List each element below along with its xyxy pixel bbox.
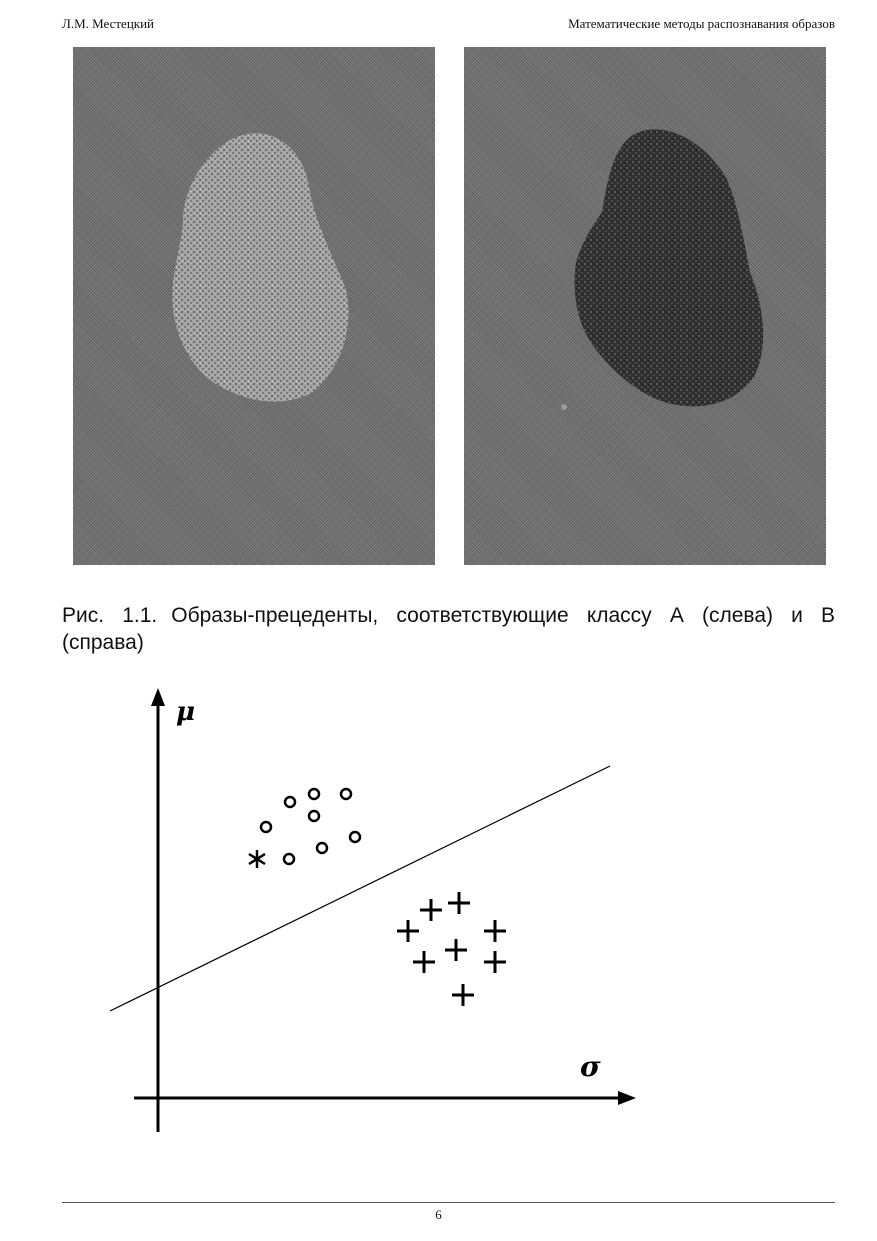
- precedent-image-class-b: [464, 47, 826, 565]
- unknown-object-marker: [249, 850, 265, 868]
- class-a-point: [309, 789, 319, 799]
- y-axis-arrow-icon: [151, 688, 165, 706]
- x-axis-label: σ: [580, 1050, 601, 1083]
- class-a-point: [284, 854, 294, 864]
- page-number: 6: [435, 1207, 442, 1222]
- figure-1-caption: [62, 602, 835, 656]
- figure-1-caption-text: Образы-прецеденты, соответствующие классу А (слева) и В (справа): [62, 604, 835, 654]
- class-b-points: [397, 892, 506, 1006]
- running-header-title: Математические методы распознавания образов: [568, 16, 835, 31]
- class-a-point: [317, 843, 327, 853]
- precedent-image-class-a: [73, 47, 435, 565]
- class-a-point: [261, 822, 271, 832]
- figure-1-caption-number: Рис. 1.1.: [62, 604, 158, 627]
- y-axis-label: μ: [176, 697, 196, 727]
- x-axis-arrow-icon: [618, 1091, 636, 1105]
- class-b-point: [420, 899, 442, 921]
- light-blob-shape: [73, 47, 435, 565]
- class-a-point: [350, 832, 360, 842]
- feature-space-plot: [100, 680, 660, 1140]
- class-b-point: [445, 939, 467, 961]
- class-a-points: [261, 789, 360, 864]
- class-b-point: [397, 920, 419, 942]
- class-b-point: [452, 984, 474, 1006]
- class-b-point: [413, 951, 435, 973]
- footer-divider: [62, 1202, 835, 1203]
- class-a-point: [285, 797, 295, 807]
- class-a-point: [341, 789, 351, 799]
- class-b-point: [448, 892, 470, 914]
- separating-line: [110, 766, 610, 1011]
- class-b-point: [484, 951, 506, 973]
- class-a-point: [309, 811, 319, 821]
- running-header-author: Л.М. Местецкий: [62, 16, 155, 31]
- dark-blob-shape: [464, 47, 826, 565]
- class-b-point: [484, 920, 506, 942]
